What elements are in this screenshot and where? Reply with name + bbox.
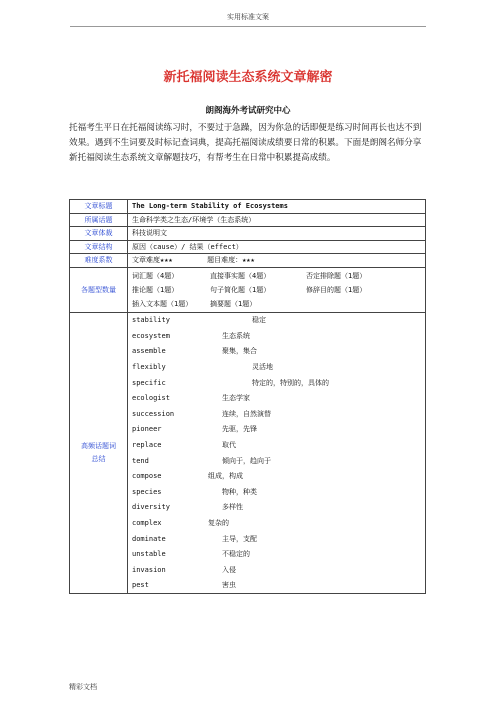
vocab-word: ecologist — [132, 394, 170, 403]
vocab-item — [132, 359, 421, 375]
table-row — [70, 312, 426, 594]
article-title: 新托福阅读生态系统文章解密 — [163, 70, 333, 85]
article-subtitle: 朗阁海外考试研究中心 — [205, 106, 291, 116]
vocab-meaning: 连续，自然演替 — [222, 409, 271, 418]
table-row — [70, 200, 426, 214]
vocab-word: replace — [132, 441, 162, 450]
question-type: 推论题（1题） — [132, 285, 179, 294]
question-type: 词汇题（4题） — [132, 271, 179, 280]
vocab-item — [132, 546, 421, 562]
table-row — [70, 240, 426, 254]
vocab-word: species — [132, 487, 162, 496]
vocab-item — [132, 515, 421, 531]
vocab-word: stability — [132, 316, 170, 325]
question-type: 否定排除题（1题） — [306, 271, 367, 280]
intro-paragraph: 托福考生平日在托福阅读练习时，不要过于急躁，因为你急的话即便是练习时间再长也达不到效果。遇到不生词要及时标记查词典，提高托福阅读成绩要日常的积累。下面是朗阁名师分享新托福阅读生态系统文章解题技巧，有帮考生在日常中积累提高成绩。 — [69, 123, 422, 163]
vocab-item — [132, 406, 421, 422]
difficulty-value — [128, 254, 426, 268]
vocab-item — [132, 328, 421, 344]
vocab-meaning: 入侵 — [222, 565, 236, 574]
vocab-meaning: 多样性 — [222, 503, 243, 512]
vocab-word: tend — [132, 456, 149, 465]
vocab-item — [132, 344, 421, 360]
vocab-item — [132, 313, 421, 329]
vocab-word: flexibly — [132, 363, 166, 372]
vocab-label-line2: 总结 — [91, 455, 106, 464]
vocab-meaning: 不稳定的 — [222, 550, 250, 559]
table-row — [70, 254, 426, 268]
question-type: 插入文本题（1题） — [132, 299, 193, 308]
vocab-word: unstable — [132, 550, 166, 559]
vocab-meaning: 倾向于，趋向于 — [222, 456, 271, 465]
vocab-word: succession — [132, 409, 175, 418]
vocab-meaning: 特定的，特别的，具体的 — [252, 378, 329, 387]
vocab-item — [132, 578, 421, 594]
vocab-word: compose — [132, 472, 162, 481]
vocab-word: complex — [132, 519, 162, 528]
row-label: 文章标题 — [70, 200, 128, 214]
vocab-word: specific — [132, 378, 166, 387]
article-difficulty: 文章难度★★★ — [132, 256, 173, 265]
header-text: 实用标准文案 — [227, 13, 269, 21]
article-title-value: The Long-term Stability of Ecosystems — [128, 200, 426, 214]
question-type: 直接事实题（4题） — [210, 271, 271, 280]
vocab-item — [132, 390, 421, 406]
row-label: 文章体裁 — [70, 227, 128, 241]
vocab-item — [132, 484, 421, 500]
vocab-item — [132, 422, 421, 438]
info-table — [69, 199, 426, 594]
vocab-item — [132, 468, 421, 484]
vocab-meaning: 灵活地 — [252, 363, 273, 372]
vocab-item — [132, 500, 421, 516]
vocab-label-line1: 高频话题词 — [81, 442, 116, 451]
question-types — [128, 267, 426, 312]
vocab-word: diversity — [132, 503, 170, 512]
question-type: 句子简化题（1题） — [210, 285, 271, 294]
question-difficulty: 题目难度：★★★ — [207, 256, 255, 265]
vocab-item — [132, 375, 421, 391]
page-header — [70, 12, 426, 27]
vocab-meaning: 稳定 — [252, 316, 266, 325]
vocab-meaning: 取代 — [222, 441, 236, 450]
row-label: 文章结构 — [70, 240, 128, 254]
structure-value: 原因（cause）/ 结果（effect） — [128, 240, 426, 254]
vocab-word: dominate — [132, 534, 166, 543]
vocab-meaning: 主导，支配 — [222, 534, 257, 543]
vocab-word: pest — [132, 581, 149, 590]
question-type: 修辞目的题（1题） — [306, 285, 367, 294]
vocab-word: ecosystem — [132, 331, 170, 340]
vocab-meaning: 复杂的 — [208, 519, 229, 528]
row-label: 所属话题 — [70, 213, 128, 227]
vocab-word: assemble — [132, 347, 166, 356]
topic-value: 生命科学类之生态/环境学（生态系统） — [128, 213, 426, 227]
vocab-item — [132, 437, 421, 453]
vocab-word: pioneer — [132, 425, 162, 434]
vocab-meaning: 先驱，先锋 — [222, 425, 257, 434]
vocab-meaning: 物种，种类 — [222, 487, 257, 496]
genre-value: 科技说明文 — [128, 227, 426, 241]
row-label: 难度系数 — [70, 254, 128, 268]
vocab-list — [128, 312, 426, 594]
vocab-item — [132, 562, 421, 578]
vocab-meaning: 生态系统 — [222, 331, 250, 340]
table-row — [70, 227, 426, 241]
row-label — [70, 312, 128, 594]
table-row — [70, 213, 426, 227]
vocab-item — [132, 531, 421, 547]
vocab-meaning: 组成，构成 — [208, 472, 243, 481]
vocab-word: invasion — [132, 565, 166, 574]
vocab-item — [132, 453, 421, 469]
table-row — [70, 267, 426, 312]
page-footer: 精彩文档 — [69, 683, 97, 691]
vocab-meaning: 生态学家 — [222, 394, 250, 403]
vocab-meaning: 聚集，集合 — [222, 347, 257, 356]
row-label: 各题型数量 — [70, 267, 128, 312]
question-type: 摘要题（1题） — [210, 299, 257, 308]
vocab-meaning: 害虫 — [222, 581, 236, 590]
